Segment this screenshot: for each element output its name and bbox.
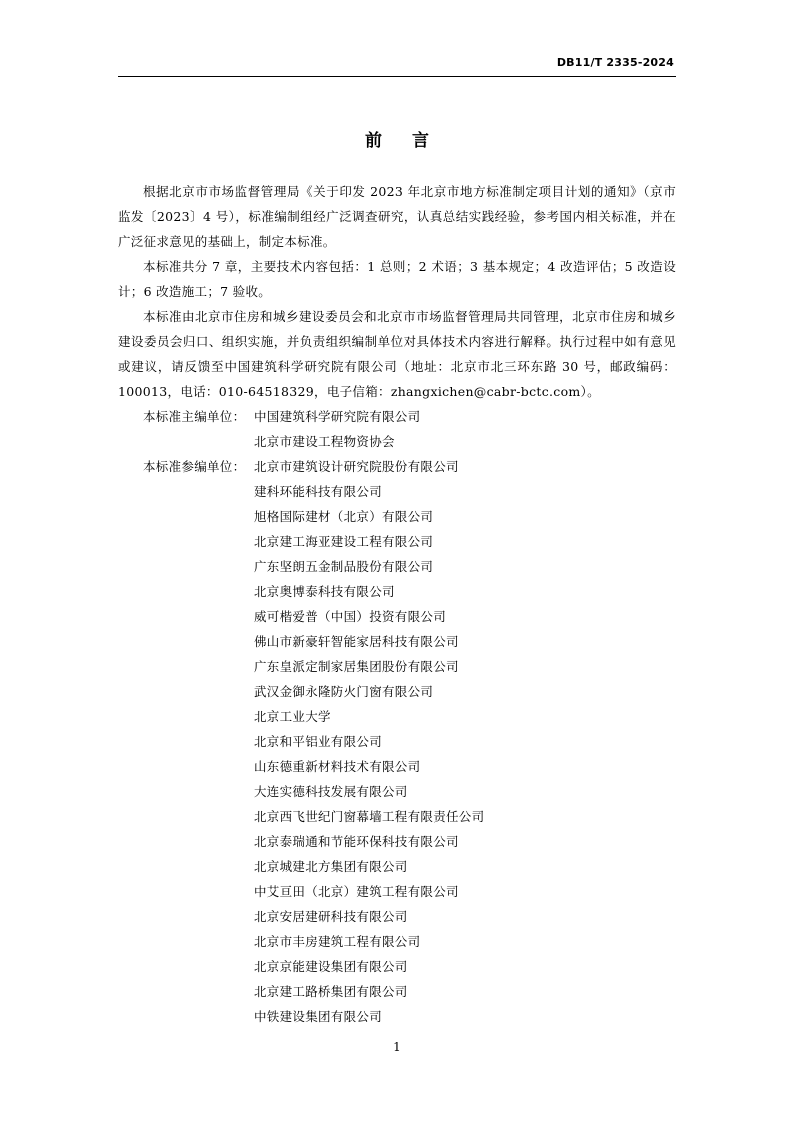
unit-name: 北京京能建设集团有限公司 xyxy=(254,959,408,974)
list-item xyxy=(118,854,676,879)
unit-name: 北京安居建研科技有限公司 xyxy=(254,909,408,924)
label-spacer xyxy=(118,854,254,879)
list-item xyxy=(118,704,676,729)
list-item xyxy=(118,879,676,904)
document-body xyxy=(118,179,676,1029)
unit-name: 北京工业大学 xyxy=(254,709,331,724)
unit-name: 佛山市新豪轩智能家居科技有限公司 xyxy=(254,634,459,649)
chief-units-label: 本标准主编单位： xyxy=(143,409,246,424)
list-item xyxy=(118,804,676,829)
unit-name: 北京西飞世纪门窗幕墙工程有限责任公司 xyxy=(254,809,485,824)
page-number: 1 xyxy=(393,1040,401,1054)
label-spacer xyxy=(118,504,254,529)
list-item xyxy=(118,529,676,554)
paragraph-contents: 本标准共分 7 章，主要技术内容包括：1 总则；2 术语；3 基本规定；4 改造评估；5 改造设计；6 改造施工；7 验收。 xyxy=(118,259,676,299)
list-item xyxy=(118,579,676,604)
participating-units-label: 本标准参编单位： xyxy=(143,459,246,474)
unit-name: 山东德重新材料技术有限公司 xyxy=(254,759,421,774)
list-item xyxy=(118,629,676,654)
participating-units-list xyxy=(118,454,676,1029)
document-code: DB11/T 2335-2024 xyxy=(556,56,674,69)
unit-name: 北京建工路桥集团有限公司 xyxy=(254,984,408,999)
label-spacer xyxy=(118,979,254,1004)
list-item xyxy=(118,479,676,504)
list-item xyxy=(118,904,676,929)
header-divider xyxy=(118,76,676,77)
label-spacer xyxy=(118,429,254,454)
label-spacer xyxy=(118,754,254,779)
list-item xyxy=(118,504,676,529)
label-spacer xyxy=(118,554,254,579)
list-item xyxy=(118,1004,676,1029)
unit-name: 中铁建设集团有限公司 xyxy=(254,1009,383,1024)
label-spacer xyxy=(118,779,254,804)
list-item xyxy=(118,429,676,454)
unit-name: 北京奥博泰科技有限公司 xyxy=(254,584,395,599)
list-item xyxy=(118,654,676,679)
label-spacer xyxy=(118,479,254,504)
unit-name: 武汉金御永隆防火门窗有限公司 xyxy=(254,684,434,699)
list-item xyxy=(118,404,676,429)
label-spacer xyxy=(118,954,254,979)
unit-name: 北京泰瑞通和节能环保科技有限公司 xyxy=(254,834,459,849)
list-item xyxy=(118,554,676,579)
unit-name: 广东皇派定制家居集团股份有限公司 xyxy=(254,659,459,674)
label-spacer xyxy=(118,704,254,729)
label-spacer xyxy=(118,654,254,679)
list-item xyxy=(118,954,676,979)
list-item xyxy=(118,929,676,954)
unit-name: 北京市丰房建筑工程有限公司 xyxy=(254,934,421,949)
label-spacer xyxy=(118,604,254,629)
page-title: 前言 xyxy=(365,131,459,151)
list-item xyxy=(118,779,676,804)
unit-name: 北京和平铝业有限公司 xyxy=(254,734,383,749)
unit-name: 中艾亘田（北京）建筑工程有限公司 xyxy=(254,884,459,899)
unit-name: 中国建筑科学研究院有限公司 xyxy=(254,409,421,424)
unit-name: 北京市建筑设计研究院股份有限公司 xyxy=(254,459,459,474)
list-item xyxy=(118,729,676,754)
unit-name: 北京城建北方集团有限公司 xyxy=(254,859,408,874)
unit-name: 建科环能科技有限公司 xyxy=(254,484,383,499)
list-item xyxy=(118,979,676,1004)
list-item xyxy=(118,754,676,779)
paragraph-basis: 根据北京市市场监督管理局《关于印发 2023 年北京市地方标准制定项目计划的通知》（京市监发〔2023〕4 号），标准编制组经广泛调查研究，认真总结实践经验，参考国内相关标准，并在广泛征求意见的基础上，制定本标准。 xyxy=(118,184,676,249)
paragraph-management: 本标准由北京市住房和城乡建设委员会和北京市市场监督管理局共同管理，北京市住房和城乡建设委员会归口、组织实施，并负责组织编制单位对具体技术内容进行解释。执行过程中如有意见或建议，请反馈至中国建筑科学研究院有限公司（地址：北京市北三环东路 30 号，邮政编码：100013，电话：010-64518329，电子信箱：zhangxichen@cabr-bctc.com）。 xyxy=(118,309,676,399)
unit-name: 北京市建设工程物资协会 xyxy=(254,434,395,449)
unit-name: 北京建工海亚建设工程有限公司 xyxy=(254,534,434,549)
label-spacer xyxy=(118,879,254,904)
label-spacer xyxy=(118,529,254,554)
label-spacer xyxy=(118,629,254,654)
label-spacer xyxy=(118,579,254,604)
label-spacer xyxy=(118,929,254,954)
label-spacer xyxy=(118,904,254,929)
list-item xyxy=(118,604,676,629)
list-item xyxy=(118,829,676,854)
label-spacer xyxy=(118,679,254,704)
list-item xyxy=(118,454,676,479)
label-spacer xyxy=(118,729,254,754)
unit-name: 大连实德科技发展有限公司 xyxy=(254,784,408,799)
label-spacer xyxy=(118,1004,254,1029)
unit-name: 旭格国际建材（北京）有限公司 xyxy=(254,509,434,524)
chief-units-list xyxy=(118,404,676,454)
label-spacer xyxy=(118,829,254,854)
unit-name: 广东坚朗五金制品股份有限公司 xyxy=(254,559,434,574)
unit-name: 威可楷爱普（中国）投资有限公司 xyxy=(254,609,447,624)
label-spacer xyxy=(118,804,254,829)
list-item xyxy=(118,679,676,704)
